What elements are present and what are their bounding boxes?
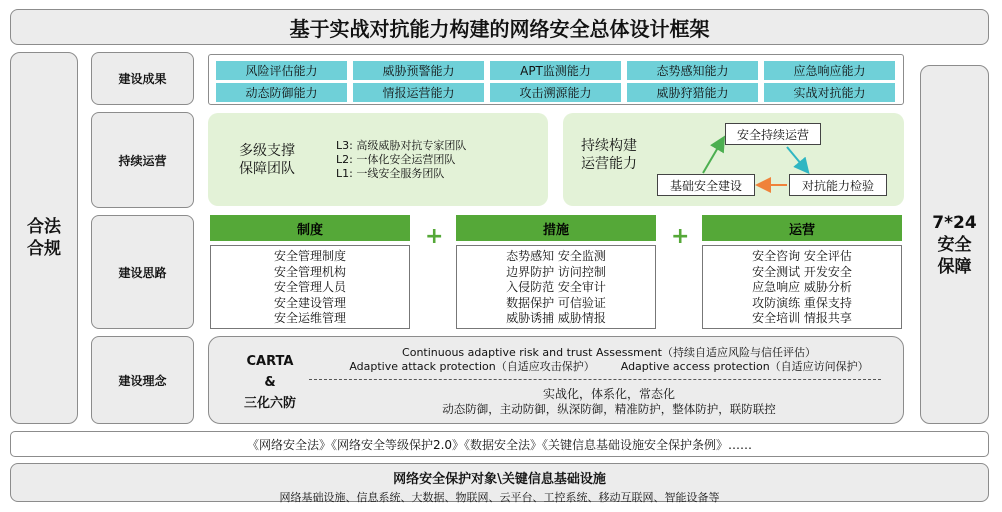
capability-title-line-1: 持续构建 bbox=[581, 138, 637, 154]
list-item: 边界防护 访问控制 bbox=[506, 264, 606, 279]
result-cell: 应急响应能力 bbox=[764, 61, 895, 80]
concept-line-3: 实战化，体系化，常态化 bbox=[542, 387, 675, 401]
page-title: 基于实战对抗能力构建的网络安全总体设计框架 bbox=[10, 9, 989, 45]
list-item: 安全咨询 安全评估 bbox=[752, 249, 852, 263]
cycle-node-basic: 基础安全建设 bbox=[657, 174, 755, 196]
concept-left-line-3: 三化六防 bbox=[243, 396, 296, 411]
concept-left bbox=[227, 351, 313, 414]
guarantee-line-3: 保障 bbox=[937, 256, 972, 277]
result-cell: 态势感知能力 bbox=[627, 61, 758, 80]
concept-line-2b: Adaptive access protection（自适应访问保护） bbox=[620, 360, 869, 373]
team-panel bbox=[208, 113, 548, 206]
list-item: 安全管理机构 bbox=[273, 264, 346, 279]
list-item: 攻防演练 重保支持 bbox=[752, 295, 852, 310]
level-l3: L3: 高级威胁对抗专家团队 bbox=[336, 139, 467, 152]
group-header-operation: 运营 bbox=[702, 215, 902, 241]
concept-panel bbox=[208, 336, 904, 424]
result-cell: 攻击溯源能力 bbox=[490, 83, 621, 102]
team-title-line-1: 多级支撑 bbox=[239, 143, 295, 159]
cycle-node-operation: 安全持续运营 bbox=[725, 123, 821, 145]
group-header-policy: 制度 bbox=[210, 215, 410, 241]
list-item: 安全管理人员 bbox=[273, 280, 346, 295]
result-cell: 实战对抗能力 bbox=[764, 83, 895, 102]
concept-left-line-2: & bbox=[264, 375, 276, 390]
concept-divider bbox=[309, 379, 881, 380]
list-item: 态势感知 安全监测 bbox=[506, 249, 606, 263]
result-cell: 威胁预警能力 bbox=[353, 61, 484, 80]
concept-line-4: 动态防御，主动防御，纵深防御，精准防护，整体防护，联防联控 bbox=[442, 402, 776, 416]
list-item: 安全管理制度 bbox=[273, 249, 346, 263]
protection-objects-bar bbox=[10, 463, 989, 502]
list-item: 安全培训 情报共享 bbox=[752, 311, 852, 326]
list-item: 威胁诱捕 威胁情报 bbox=[506, 311, 606, 326]
group-list-operation bbox=[702, 245, 902, 329]
list-item: 安全测试 开发安全 bbox=[752, 264, 852, 279]
guarantee-line-1: 7*24 bbox=[932, 212, 977, 233]
compliance-panel bbox=[10, 52, 78, 424]
plus-sign: + bbox=[671, 224, 690, 249]
list-item: 应急响应 威胁分析 bbox=[752, 280, 852, 295]
results-panel bbox=[208, 54, 904, 105]
protection-subtitle: 网络基础设施、信息系统、大数据、物联网、云平台、工控系统、移动互联网、智能设备等 bbox=[279, 491, 720, 504]
concept-line-1: Continuous adaptive risk and trust Assessment（持续自适应风险与信任评估） bbox=[402, 346, 816, 359]
level-l1: L1: 一线安全服务团队 bbox=[336, 167, 445, 180]
result-cell: 情报运营能力 bbox=[353, 83, 484, 102]
guarantee-line-2: 安全 bbox=[937, 234, 972, 255]
team-title bbox=[239, 142, 295, 178]
protection-title: 网络安全保护对象\关键信息基础设施 bbox=[393, 472, 606, 487]
list-item: 数据保护 可信验证 bbox=[506, 295, 606, 310]
group-list-measures bbox=[456, 245, 656, 329]
level-l2: L2: 一体化安全运营团队 bbox=[336, 153, 456, 166]
result-cell: 威胁狩猎能力 bbox=[627, 83, 758, 102]
capability-title-line-2: 运营能力 bbox=[581, 156, 637, 172]
list-item: 入侵防范 安全审计 bbox=[506, 280, 606, 295]
row-label-ops: 持续运营 bbox=[91, 112, 194, 208]
compliance-line-2: 合规 bbox=[27, 239, 61, 259]
arrow-up bbox=[703, 139, 723, 173]
cycle-node-verify: 对抗能力检验 bbox=[789, 174, 887, 196]
concept-line-2a: Adaptive attack protection（自适应攻击保护） bbox=[349, 360, 595, 373]
row-label-results: 建设成果 bbox=[91, 52, 194, 105]
capability-panel bbox=[563, 113, 904, 206]
team-levels bbox=[336, 139, 466, 181]
row-label-approach: 建设思路 bbox=[91, 215, 194, 329]
laws-bar: 《网络安全法》《网络安全等级保护2.0》《数据安全法》《关键信息基础设施安全保护条例》…… bbox=[10, 431, 989, 457]
result-cell: 风险评估能力 bbox=[216, 61, 347, 80]
compliance-line-1: 合法 bbox=[27, 217, 61, 237]
team-title-line-2: 保障团队 bbox=[239, 161, 295, 177]
result-cell: 动态防御能力 bbox=[216, 83, 347, 102]
concept-left-line-1: CARTA bbox=[246, 354, 294, 369]
group-header-measures: 措施 bbox=[456, 215, 656, 241]
list-item: 安全建设管理 bbox=[273, 295, 346, 310]
row-label-concept: 建设理念 bbox=[91, 336, 194, 424]
concept-line-2 bbox=[319, 358, 899, 374]
cycle-arrows bbox=[563, 113, 904, 206]
plus-sign: + bbox=[425, 224, 444, 249]
guarantee-panel bbox=[920, 65, 989, 424]
group-list-policy bbox=[210, 245, 410, 329]
list-item: 安全运维管理 bbox=[273, 311, 346, 326]
arrow-down-right bbox=[787, 147, 807, 171]
result-cell: APT监测能力 bbox=[490, 61, 621, 80]
